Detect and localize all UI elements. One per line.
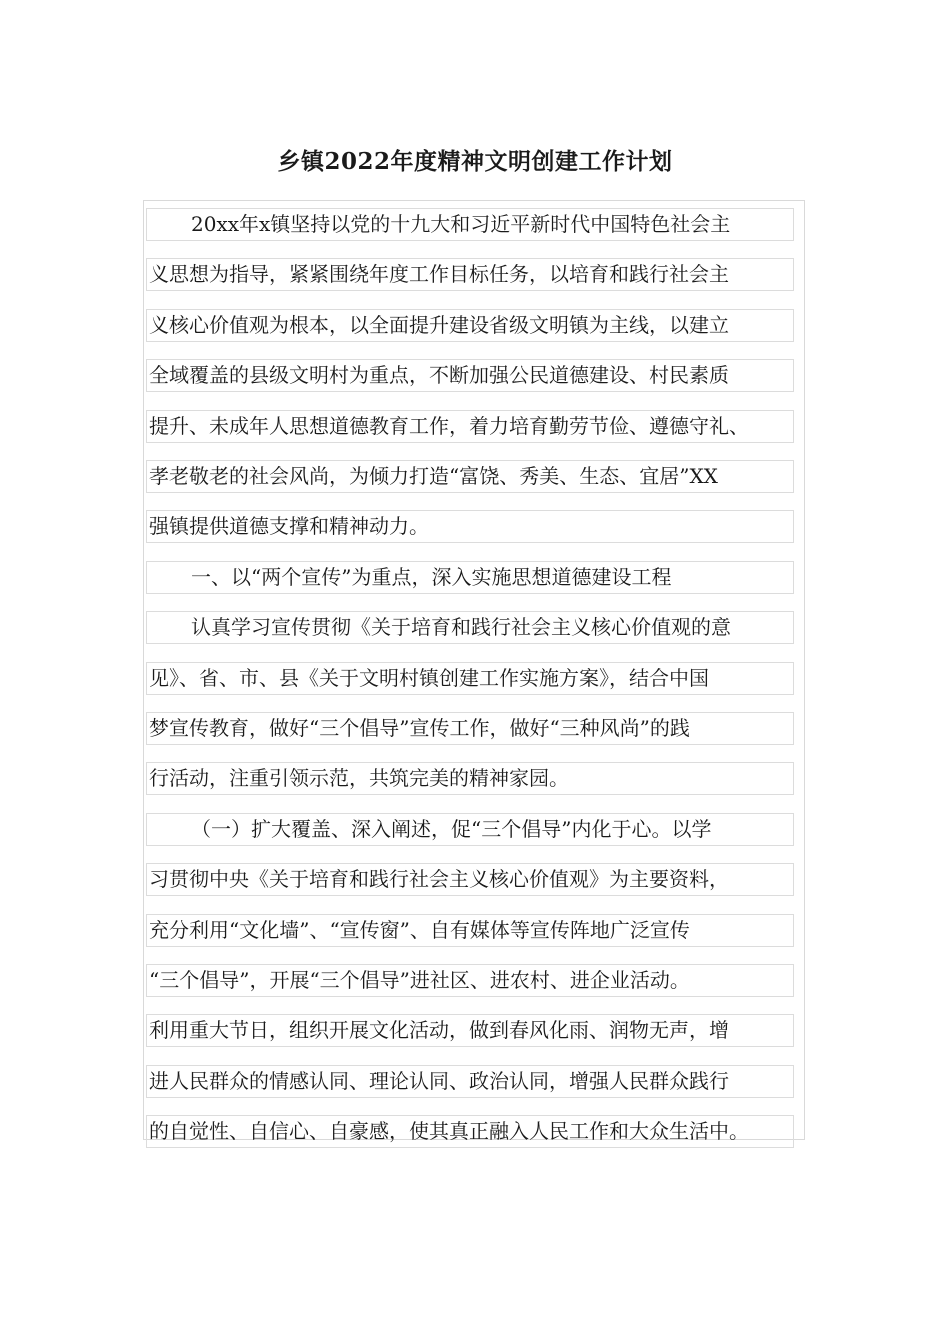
text-line: 提升、未成年人思想道德教育工作，着力培育勤劳节俭、遵德守礼、 [146, 410, 794, 443]
text-line: 行活动，注重引领示范，共筑完美的精神家园。 [146, 762, 794, 795]
text-line: 进人民群众的情感认同、理论认同、政治认同，增强人民群众践行 [146, 1065, 794, 1098]
text-line: 利用重大节日，组织开展文化活动，做到春风化雨、润物无声，增 [146, 1014, 794, 1047]
text-line: 充分利用“文化墙”、“宣传窗”、自有媒体等宣传阵地广泛宣传 [146, 914, 794, 947]
text-line: 义思想为指导，紧紧围绕年度工作目标任务，以培育和践行社会主 [146, 258, 794, 291]
text-line: 的自觉性、自信心、自豪感，使其真正融入人民工作和大众生活中。 [146, 1115, 794, 1148]
text-line: （一）扩大覆盖、深入阐述，促“三个倡导”内化于心。以学 [146, 813, 794, 846]
text-line: 全域覆盖的县级文明村为重点，不断加强公民道德建设、村民素质 [146, 359, 794, 392]
text-line: 梦宣传教育，做好“三个倡导”宣传工作，做好“三种风尚”的践 [146, 712, 794, 745]
text-line: 习贯彻中央《关于培育和践行社会主义核心价值观》为主要资料， [146, 863, 794, 896]
text-line: “三个倡导”，开展“三个倡导”进社区、进农村、进企业活动。 [146, 964, 794, 997]
text-line: 认真学习宣传贯彻《关于培育和践行社会主义核心价值观的意 [146, 611, 794, 644]
text-line: 见》、省、市、县《关于文明村镇创建工作实施方案》，结合中国 [146, 662, 794, 695]
text-line: 义核心价值观为根本，以全面提升建设省级文明镇为主线，以建立 [146, 309, 794, 342]
text-line: 孝老敬老的社会风尚，为倾力打造“富饶、秀美、生态、宜居”XX [146, 460, 794, 493]
text-line: 一、以“两个宣传”为重点，深入实施思想道德建设工程 [146, 561, 794, 594]
text-line: 20xx年x镇坚持以党的十九大和习近平新时代中国特色社会主 [146, 208, 794, 241]
text-line: 强镇提供道德支撑和精神动力。 [146, 510, 794, 543]
page-title: 乡镇2022年度精神文明创建工作计划 [277, 148, 673, 175]
